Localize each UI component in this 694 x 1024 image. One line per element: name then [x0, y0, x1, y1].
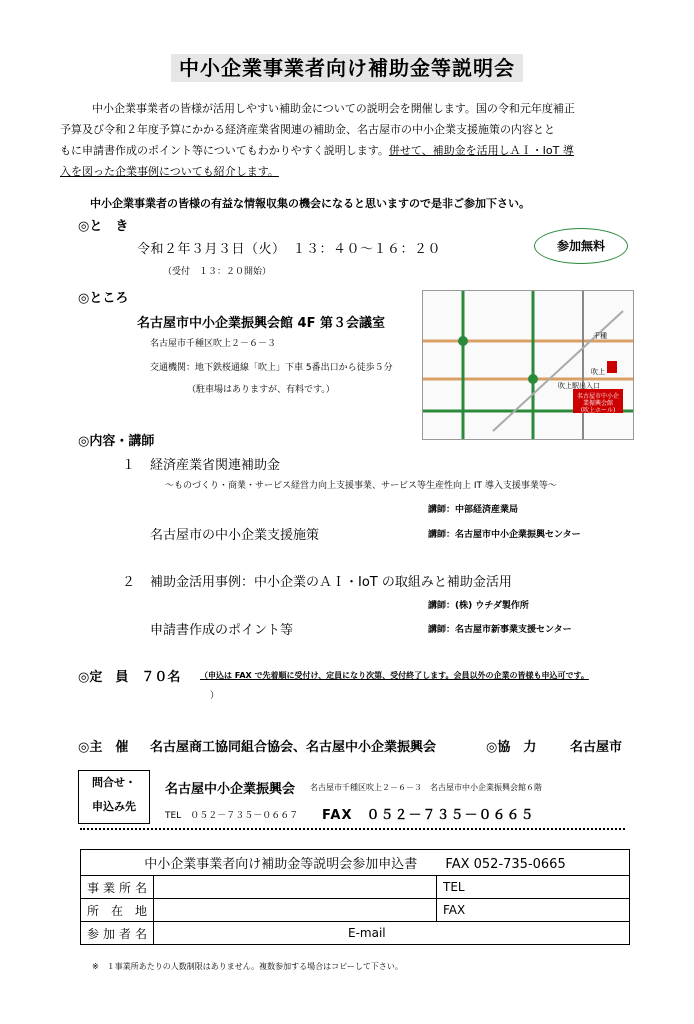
- venue-name: 名古屋市中小企業振興会館 4F 第３会議室: [137, 316, 385, 331]
- contact-label-line2: 申込み先: [92, 800, 136, 813]
- participant-field[interactable]: [154, 922, 630, 945]
- form-fax: FAX 052-735-0665: [445, 857, 566, 872]
- contact-label-box: [78, 770, 150, 824]
- item2-number: ２: [122, 575, 136, 590]
- item1-subtitle: ～ものづくり・商業・サービス経営力向上支援事業、サービス等生産性向上 IT 導入支援事業等～: [165, 481, 557, 491]
- access-info: 交通機関：地下鉄桜通線「吹上」下車 5番出口から徒歩５分: [150, 363, 393, 373]
- form-footnote: ※ １事業所あたりの人数制限はありません。複数参加する場合はコピーして下さい。: [92, 962, 403, 971]
- access-map: [422, 290, 634, 440]
- form-header: [81, 850, 630, 876]
- map-chikusa-label: 千種: [593, 332, 607, 340]
- item2b-title: 申請書作成のポイント等: [150, 623, 294, 638]
- organizer-heading: ◎主 催: [78, 740, 129, 755]
- event-datetime: 令和２年３月３日（火） １３：４０～１６：２０: [137, 242, 442, 257]
- contact-address: 名古屋市千種区吹上２－６－３ 名古屋市中小企業振興会館６階: [310, 783, 542, 792]
- application-form: [80, 849, 630, 945]
- capacity-heading: ◎定 員 ７０名: [78, 670, 181, 685]
- item1b-title: 名古屋市の中小企業支援施策: [150, 528, 320, 543]
- contact-label-line1: 問合せ・: [92, 776, 136, 789]
- tel-field[interactable]: [437, 876, 630, 899]
- map-graphic: [423, 291, 633, 439]
- contact-fax: FAX ０５２－７３５－０６６５: [322, 808, 535, 823]
- cut-line-divider: [80, 828, 625, 830]
- appeal-text: 中小企業事業者の皆様の有益な情報収集の機会になると思いますので是非ご参加下さい。: [90, 197, 530, 210]
- location-field[interactable]: [154, 899, 437, 922]
- map-hall-label: 名古屋市中小企業振興会館 (吹上ホール): [576, 393, 619, 414]
- item2-title: 補助金活用事例：中小企業のＡＩ・IoT の取組みと補助金活用: [150, 575, 512, 590]
- capacity-note: （申込は FAX で先着順に受付け、定員になり次第、受付終了します。会員以外の企業の皆様も申込可です。: [200, 671, 589, 680]
- map-fukiage-label: 吹上: [591, 368, 605, 376]
- tel-label: TEL: [443, 880, 465, 894]
- location-label: 所 在 地: [81, 899, 154, 922]
- where-heading: ◎ところ: [78, 291, 129, 306]
- item1-number: １: [122, 458, 136, 473]
- content-heading: ◎内容・講師: [78, 434, 155, 449]
- form-title: 中小企業事業者向け補助金等説明会参加申込書: [144, 857, 418, 872]
- page-title: 中小企業事業者向け補助金等説明会: [0, 52, 694, 81]
- business-name-field[interactable]: [154, 876, 437, 899]
- item1-title: 経済産業省関連補助金: [150, 458, 281, 473]
- fax-label: FAX: [443, 903, 466, 917]
- item1b-lecturer: 講師：名古屋市中小企業振興センター: [428, 530, 581, 540]
- fax-field[interactable]: [437, 899, 630, 922]
- when-heading: ◎と き: [78, 219, 129, 234]
- map-station-label: 吹上駅出入口: [558, 382, 600, 390]
- item1-lecturer: 講師：中部経済産業局: [428, 505, 519, 515]
- parking-info: （駐車場はありますが、有料です。）: [187, 385, 335, 395]
- capacity-note-close: ）: [210, 691, 220, 701]
- free-badge: 参加無料: [534, 228, 628, 264]
- venue-address: 名古屋市千種区吹上２－６－３: [150, 339, 277, 349]
- item2b-lecturer: 講師：名古屋市新事業支援センター: [428, 625, 572, 635]
- organizer-names: 名古屋商工協同組合協会、名古屋中小企業振興会: [150, 740, 437, 755]
- cooperation-name: 名古屋市: [570, 740, 623, 755]
- business-name-label: 事業所名: [81, 876, 154, 899]
- contact-org: 名古屋中小企業振興会: [165, 782, 296, 797]
- reception-time: （受付 １３：２０開始）: [163, 267, 272, 277]
- participant-label: 参加者名: [81, 922, 154, 945]
- item2-lecturer: 講師：(株) ウチダ製作所: [428, 601, 529, 611]
- contact-tel: TEL ０５２－７３５－０６６７: [165, 811, 299, 821]
- intro-paragraph: 中小企業事業者の皆様が活用しやすい補助金についての説明会を開催します。国の令和元年度補正 予算及び令和２年度予算にかかる経済産業省関連の補助金、名古屋市の中小企業支援施策の内容とと もに申請書作成のポイント等についてもわかりやすく説明します。併せて、補助金を活用しＡＩ・IoT 導 入を図った企業事例についても紹介します。: [60, 102, 575, 178]
- email-label: E-mail: [348, 926, 386, 940]
- cooperation-heading: ◎協 力: [486, 740, 537, 755]
